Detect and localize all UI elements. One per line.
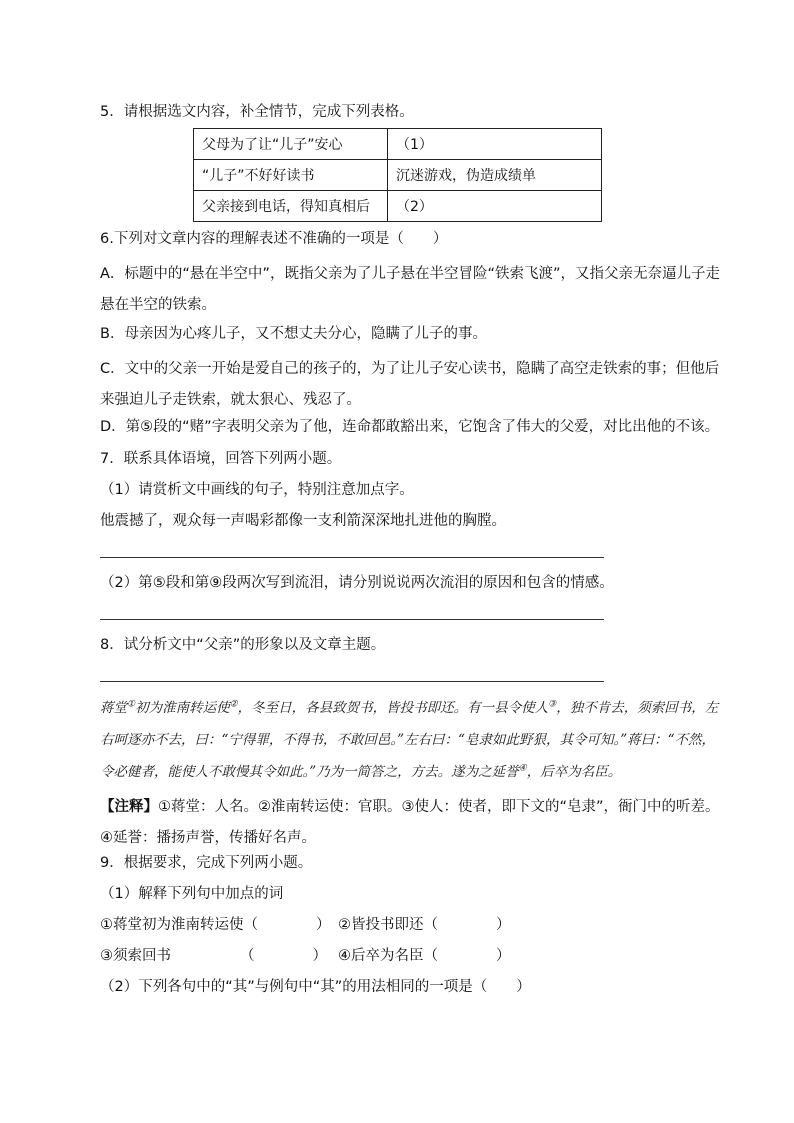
q9-sub2: （2）下列各句中的“其”与例句中“其”的用法相同的一项是（ ）	[100, 979, 531, 995]
table-row	[194, 160, 602, 191]
footnote-marker: ①	[127, 699, 136, 710]
q9-item	[100, 915, 331, 935]
table-row	[194, 191, 602, 222]
q6-option-b: B．母亲因为心疼儿子，又不想丈夫分心，隐瞒了儿子的事。	[100, 326, 487, 342]
passage-text: ，后卒为名臣。	[526, 764, 622, 780]
answer-blank[interactable]: （ ）	[243, 917, 331, 933]
table-cell: 沉迷游戏，伪造成绩单	[388, 160, 602, 191]
answer-blank[interactable]: （ ）	[240, 948, 327, 964]
footnote-marker: ③	[548, 699, 557, 710]
passage-text: 蒋堂	[100, 700, 127, 716]
footnote-marker: ④	[518, 763, 527, 774]
q6-option-a: A．标题中的“悬在半空中”，既指父亲为了儿子悬在半空冒险“铁索飞渡”，又指父亲无奈逼儿子走悬在半空的铁索。	[100, 266, 720, 313]
q9-item-text: ④后卒为名臣	[338, 948, 424, 964]
q7-prompt: 7．联系具体语境，回答下列两小题。	[100, 451, 342, 467]
table-cell: 父母为了让“儿子”安心	[194, 129, 388, 160]
table-cell: （2）	[388, 191, 602, 222]
q9-item-text: ③须索回书	[100, 948, 171, 964]
q6-option-c: C．文中的父亲一开始是爱自己的孩子的，为了让儿子安心读书，隐瞒了高空走铁索的事；但他后来强迫儿子走铁索，就太狠心、残忍了。	[100, 361, 720, 408]
q5-table	[193, 128, 602, 222]
answer-blank[interactable]: （ ）	[423, 948, 511, 964]
answer-blank[interactable]: （ ）	[423, 917, 511, 933]
table-row	[194, 129, 602, 160]
q9-prompt: 9．根据要求，完成下列两小题。	[100, 855, 313, 871]
q6-option-d: D．第⑤段的“赌”字表明父亲为了他，连命都敢豁出来，它饱含了伟大的父爱，对比出他的不该。	[100, 419, 720, 435]
q7-sub1: （1）请赏析文中画线的句子，特别注意加点字。	[100, 482, 414, 498]
q8-prompt: 8．试分析文中“父亲”的形象以及文章主题。	[100, 637, 386, 653]
notes-label: 【注释】	[100, 799, 158, 815]
notes-text: ①蒋堂：人名。②淮南转运使：官职。③使人：使者，即下文的“皂隶”，衙门中的听差。④延誉：播扬声誉，传播好名声。	[100, 799, 720, 846]
table-cell: （1）	[388, 129, 602, 160]
q9-sub1: （1）解释下列句中加点的词	[100, 886, 284, 902]
classical-passage	[100, 692, 724, 788]
footnote-marker: ②	[229, 699, 238, 710]
passage-text: ，独不肯去，须索回书，左右呵逐亦不去，曰：“宁得罪，不得书，不敢回邑。”左右曰：“皂隶如此野狠，其令可知。”蒋曰：“不然，令必健者，能使人不敢慢其令如此。”乃为一简答之，方去。遂为之延誉	[100, 700, 719, 780]
q9-item-text: ②皆投书即还	[338, 917, 424, 933]
q9-item	[338, 946, 511, 966]
table-cell: 父亲接到电话，得知真相后	[194, 191, 388, 222]
table-cell: “儿子”不好好读书	[194, 160, 388, 191]
answer-line[interactable]	[100, 619, 604, 620]
q7-sub2: （2）第⑤段和第⑨段两次写到流泪，请分别说说两次流泪的原因和包含的情感。	[100, 575, 614, 591]
notes	[100, 792, 720, 854]
q9-item-text: ①蒋堂初为淮南转运使	[100, 917, 244, 933]
q6-prompt: 6.下列对文章内容的理解表述不准确的一项是（ ）	[100, 231, 448, 247]
q7-sentence: 他震撼了，观众每一声喝彩都像一支利箭深深地扎进他的胸膛。	[100, 513, 506, 529]
passage-text: 初为淮南转运使	[135, 700, 230, 716]
answer-line[interactable]	[100, 557, 604, 558]
passage-text: ，冬至日，各县致贺书，皆投书即还。有一县令使人	[237, 700, 549, 716]
q9-item	[100, 946, 327, 966]
q9-item	[338, 915, 511, 935]
answer-line[interactable]	[100, 681, 604, 682]
q5-prompt: 5．请根据选文内容，补全情节，完成下列表格。	[100, 104, 414, 120]
